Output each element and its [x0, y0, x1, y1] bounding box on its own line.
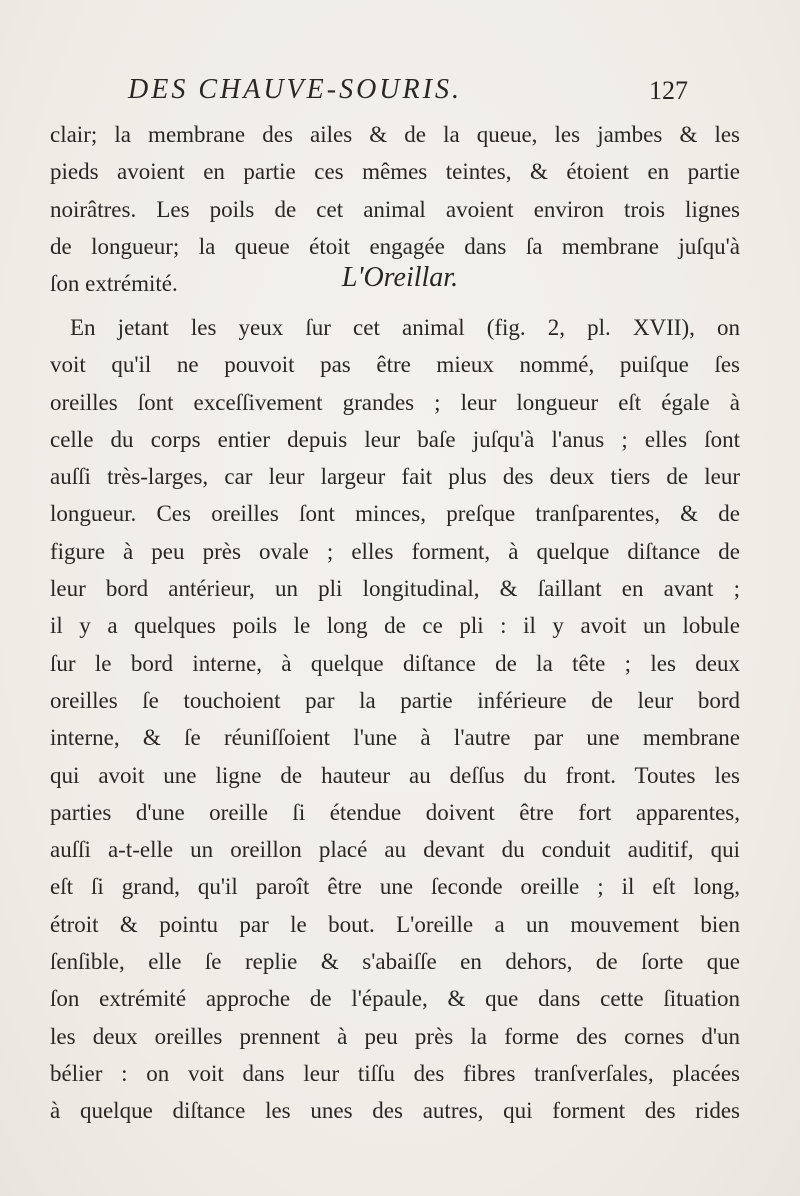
text-line: pieds avoient en partie ces mêmes teintes, & étoient en partie — [50, 159, 740, 185]
text-line: En jetant les yeux ſur cet animal (fig. 2, pl. XVII), on — [70, 315, 740, 340]
text-line: figure à peu près ovale ; elles forment, à quelque diſtance de — [50, 538, 740, 564]
page-number: 127 — [649, 76, 688, 105]
text-line: auſſi très-larges, car leur largeur fait plus des deux tiers de leur — [50, 464, 740, 490]
text-line: longueur. Ces oreilles ſont minces, preſque tranſparentes, & de — [50, 501, 740, 527]
text-line: clair; la membrane des ailes & de la queue, les jambes & les — [50, 122, 740, 147]
text-line: bélier : on voit dans leur tiſſu des fibres tranſverſales, placées — [50, 1060, 740, 1086]
text-line: ſon extrémité. — [50, 271, 178, 297]
text-line: auſſi a-t-elle un oreillon placé au devant du conduit auditif, qui — [50, 837, 740, 863]
text-line: les deux oreilles prennent à peu près la forme des cornes d'un — [50, 1023, 740, 1049]
text-line: leur bord antérieur, un pli longitudinal, & ſaillant en avant ; — [50, 576, 740, 602]
text-line: oreilles ſont exceſſivement grandes ; leur longueur eſt égale à — [50, 389, 740, 415]
text-line: qui avoit une ligne de hauteur au deſſus du front. Toutes les — [50, 762, 740, 788]
running-head — [128, 74, 688, 110]
text-line: ſenſible, elle ſe replie & s'abaiſſe en dehors, de ſorte que — [50, 949, 740, 975]
text-line: noirâtres. Les poils de cet animal avoient environ trois lignes — [50, 196, 740, 222]
text-line: ſon extrémité approche de l'épaule, & que dans cette ſituation — [50, 986, 740, 1012]
section-heading: L'Oreillar. — [341, 262, 459, 293]
text-line: voit qu'il ne pouvoit pas être mieux nommé, puiſque ſes — [50, 352, 740, 378]
text-line: ſur le bord interne, à quelque diſtance de la tête ; les deux — [50, 650, 740, 676]
text-line: de longueur; la queue étoit engagée dans ſa membrane juſqu'à — [50, 233, 740, 259]
running-head-title: DES CHAUVE-SOURIS. — [128, 74, 462, 105]
text-line: il y a quelques poils le long de ce pli : il y avoit un lobule — [50, 613, 740, 639]
text-line: oreilles ſe touchoient par la partie inférieure de leur bord — [50, 687, 740, 713]
text-line: parties d'une oreille ſi étendue doivent être fort apparentes, — [50, 799, 740, 825]
text-line: celle du corps entier depuis leur baſe juſqu'à l'anus ; elles ſont — [50, 426, 740, 452]
text-line: étroit & pointu par le bout. L'oreille a un mouvement bien — [50, 911, 740, 937]
text-line: interne, & ſe réuniſſoient l'une à l'autre par une membrane — [50, 725, 740, 751]
text-line: à quelque diſtance les unes des autres, qui forment des rides — [50, 1098, 740, 1124]
paragraph-oreillar — [50, 309, 740, 1130]
text-line: eſt ſi grand, qu'il paroît être une ſeconde oreille ; il eſt long, — [50, 874, 740, 900]
